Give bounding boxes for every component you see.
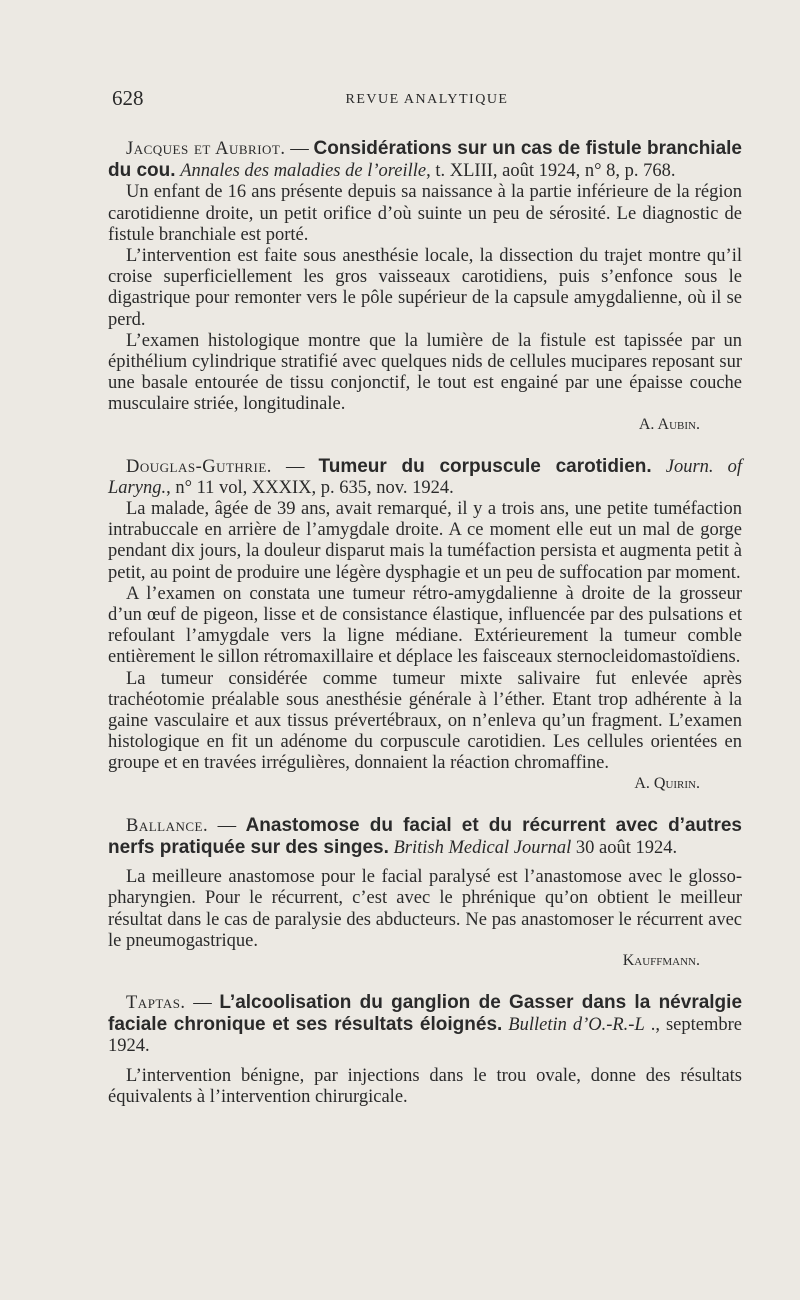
reference-details: , n° 11 vol, XXXIX, p. 635, nov. 1924. <box>166 477 454 498</box>
citation: Douglas-Guthrie. — Tumeur du corpuscule carotidien. Journ. of Laryng., n° 11 vol, XXXIX, p. 635, nov. 1924. <box>108 455 742 498</box>
journal-name: Annales des maladies de l’oreille <box>180 161 427 182</box>
paragraph: Un enfant de 16 ans présente depuis sa naissance à la partie inférieure de la région carotidienne droite, un petit orifice d’où suinte un peu de sérosité. Le diagnostic de fistule branchiale est porté. <box>108 182 742 245</box>
page-body <box>108 138 742 1130</box>
paragraph: La tumeur considérée comme tumeur mixte salivaire fut enlevée après trachéotomie préalable sous anesthésie générale à l’éther. Etant trop adhérente à la gaine vasculaire et aux tissus prévertébraux, on n’enleva qu’un fragment. L’examen histologique en fit un adénome du corpuscule carotidien. Les cellules orientées en groupe et en travées irrégulières, donnaient la réaction chromaffine. <box>108 668 742 774</box>
paragraph: L’intervention est faite sous anesthésie locale, la dissection du trajet montre qu’il croise superficiellement les gros vaisseaux carotidiens, puis s’enfonce sous le digastrique pour remonter vers le pôle supérieur de la capsule amygdalienne, où il se perd. <box>108 246 742 330</box>
reviewer-signature: Kauffmann. <box>622 951 700 969</box>
abstract-4 <box>108 992 742 1108</box>
paragraph: La malade, âgée de 39 ans, avait remarqué, il y a trois ans, une petite tuméfaction intrabuccale en arrière de l’amygdale droite. A ce moment elle eut un mal de gorge pendant dix jours, la douleur disparut mais la tuméfaction persista et augmenta petit à petit, au point de produire une légère dysphagie et un peu de suffocation par moment. <box>108 499 742 583</box>
reviewer-signature: A. Quirin. <box>634 774 700 792</box>
authors: Taptas. <box>126 992 186 1013</box>
reference-details: ., septembre 1924. <box>108 1015 742 1057</box>
page-header <box>112 86 742 116</box>
citation: Taptas. — L’alcoolisation du ganglion de Gasser dans la névralgie faciale chronique et ses résultats éloignés. Bulletin d’O.-R.-L ., septembre 1924. <box>108 991 743 1057</box>
paragraph: L’intervention bénigne, par injections dans le trou ovale, donne des résultats équivalents à l’intervention chirurgicale. <box>108 1065 742 1107</box>
paragraph: L’examen histologique montre que la lumière de la fistule est tapissée par un épithélium cylindrique stratifié avec quelques nids de cellules mucipares reposant sur une basale entourée de tissu conjonctif, le tout est engainé par une épaisse couche musculaire striée, longitudinale. <box>108 330 742 415</box>
reference-details: 30 août 1924. <box>571 837 678 858</box>
citation: Ballance. — Anastomose du facial et du récurrent avec d’autres nerfs pratiquée sur des singes. British Medical Journal 30 août 1924. <box>108 814 742 858</box>
page-number: 628 <box>112 86 144 110</box>
paragraph: A l’examen on constata une tumeur rétro-amygdalienne à droite de la grosseur d’un œuf de pigeon, lisse et de consistance élastique, influencée par des pulsations et refoulant l’amygdale vers la ligne médiane. Extérieurement la tumeur comble entièrement le sillon rétromaxillaire et déplace les faisceaux sternocleidomastoïdiens. <box>108 583 742 668</box>
journal-name: Journ. of Laryng. <box>108 456 742 498</box>
abstract-3 <box>108 815 742 970</box>
article-title: Tumeur du corpuscule carotidien. <box>318 455 652 477</box>
authors: Douglas-Guthrie. <box>126 456 272 477</box>
abstract-2 <box>108 456 742 793</box>
article-title: Anastomose du facial et du récurrent avec d’autres nerfs pratiquée sur des singes. <box>108 814 742 858</box>
reference-details: , t. XLIII, août 1924, n° 8, p. 768. <box>426 161 676 182</box>
running-title: REVUE ANALYTIQUE <box>345 92 509 107</box>
authors: Ballance. <box>126 815 209 836</box>
authors: Jacques et Aubriot. <box>126 139 286 159</box>
journal-name: British Medical Journal <box>393 837 572 858</box>
citation: Jacques et Aubriot. — Considérations sur un cas de fistule branchiale du cou. Annales des maladies de l’oreille, t. XLIII, août 1924, n° 8, p. 768. <box>108 138 742 182</box>
journal-name: Bulletin d’O.-R.-L <box>508 1015 645 1036</box>
reviewer-signature: A. Aubin. <box>638 415 700 433</box>
abstract-1 <box>108 138 742 434</box>
paragraph: La meilleure anastomose pour le facial paralysé est l’anastomose avec le glosso-pharyngien. Pour le récurrent, c’est avec le phrénique qu’on obtient le meilleur résultat dans le cas de paralysie des abducteurs. Ne pas anastomoser le récurrent avec le pneumogastrique. <box>108 867 742 951</box>
article-title: Considérations sur un cas de fistule branchiale du cou. <box>108 138 742 182</box>
article-title: L’alcoolisation du ganglion de Gasser dans la névralgie faciale chronique et ses résultats éloignés. <box>108 991 743 1036</box>
